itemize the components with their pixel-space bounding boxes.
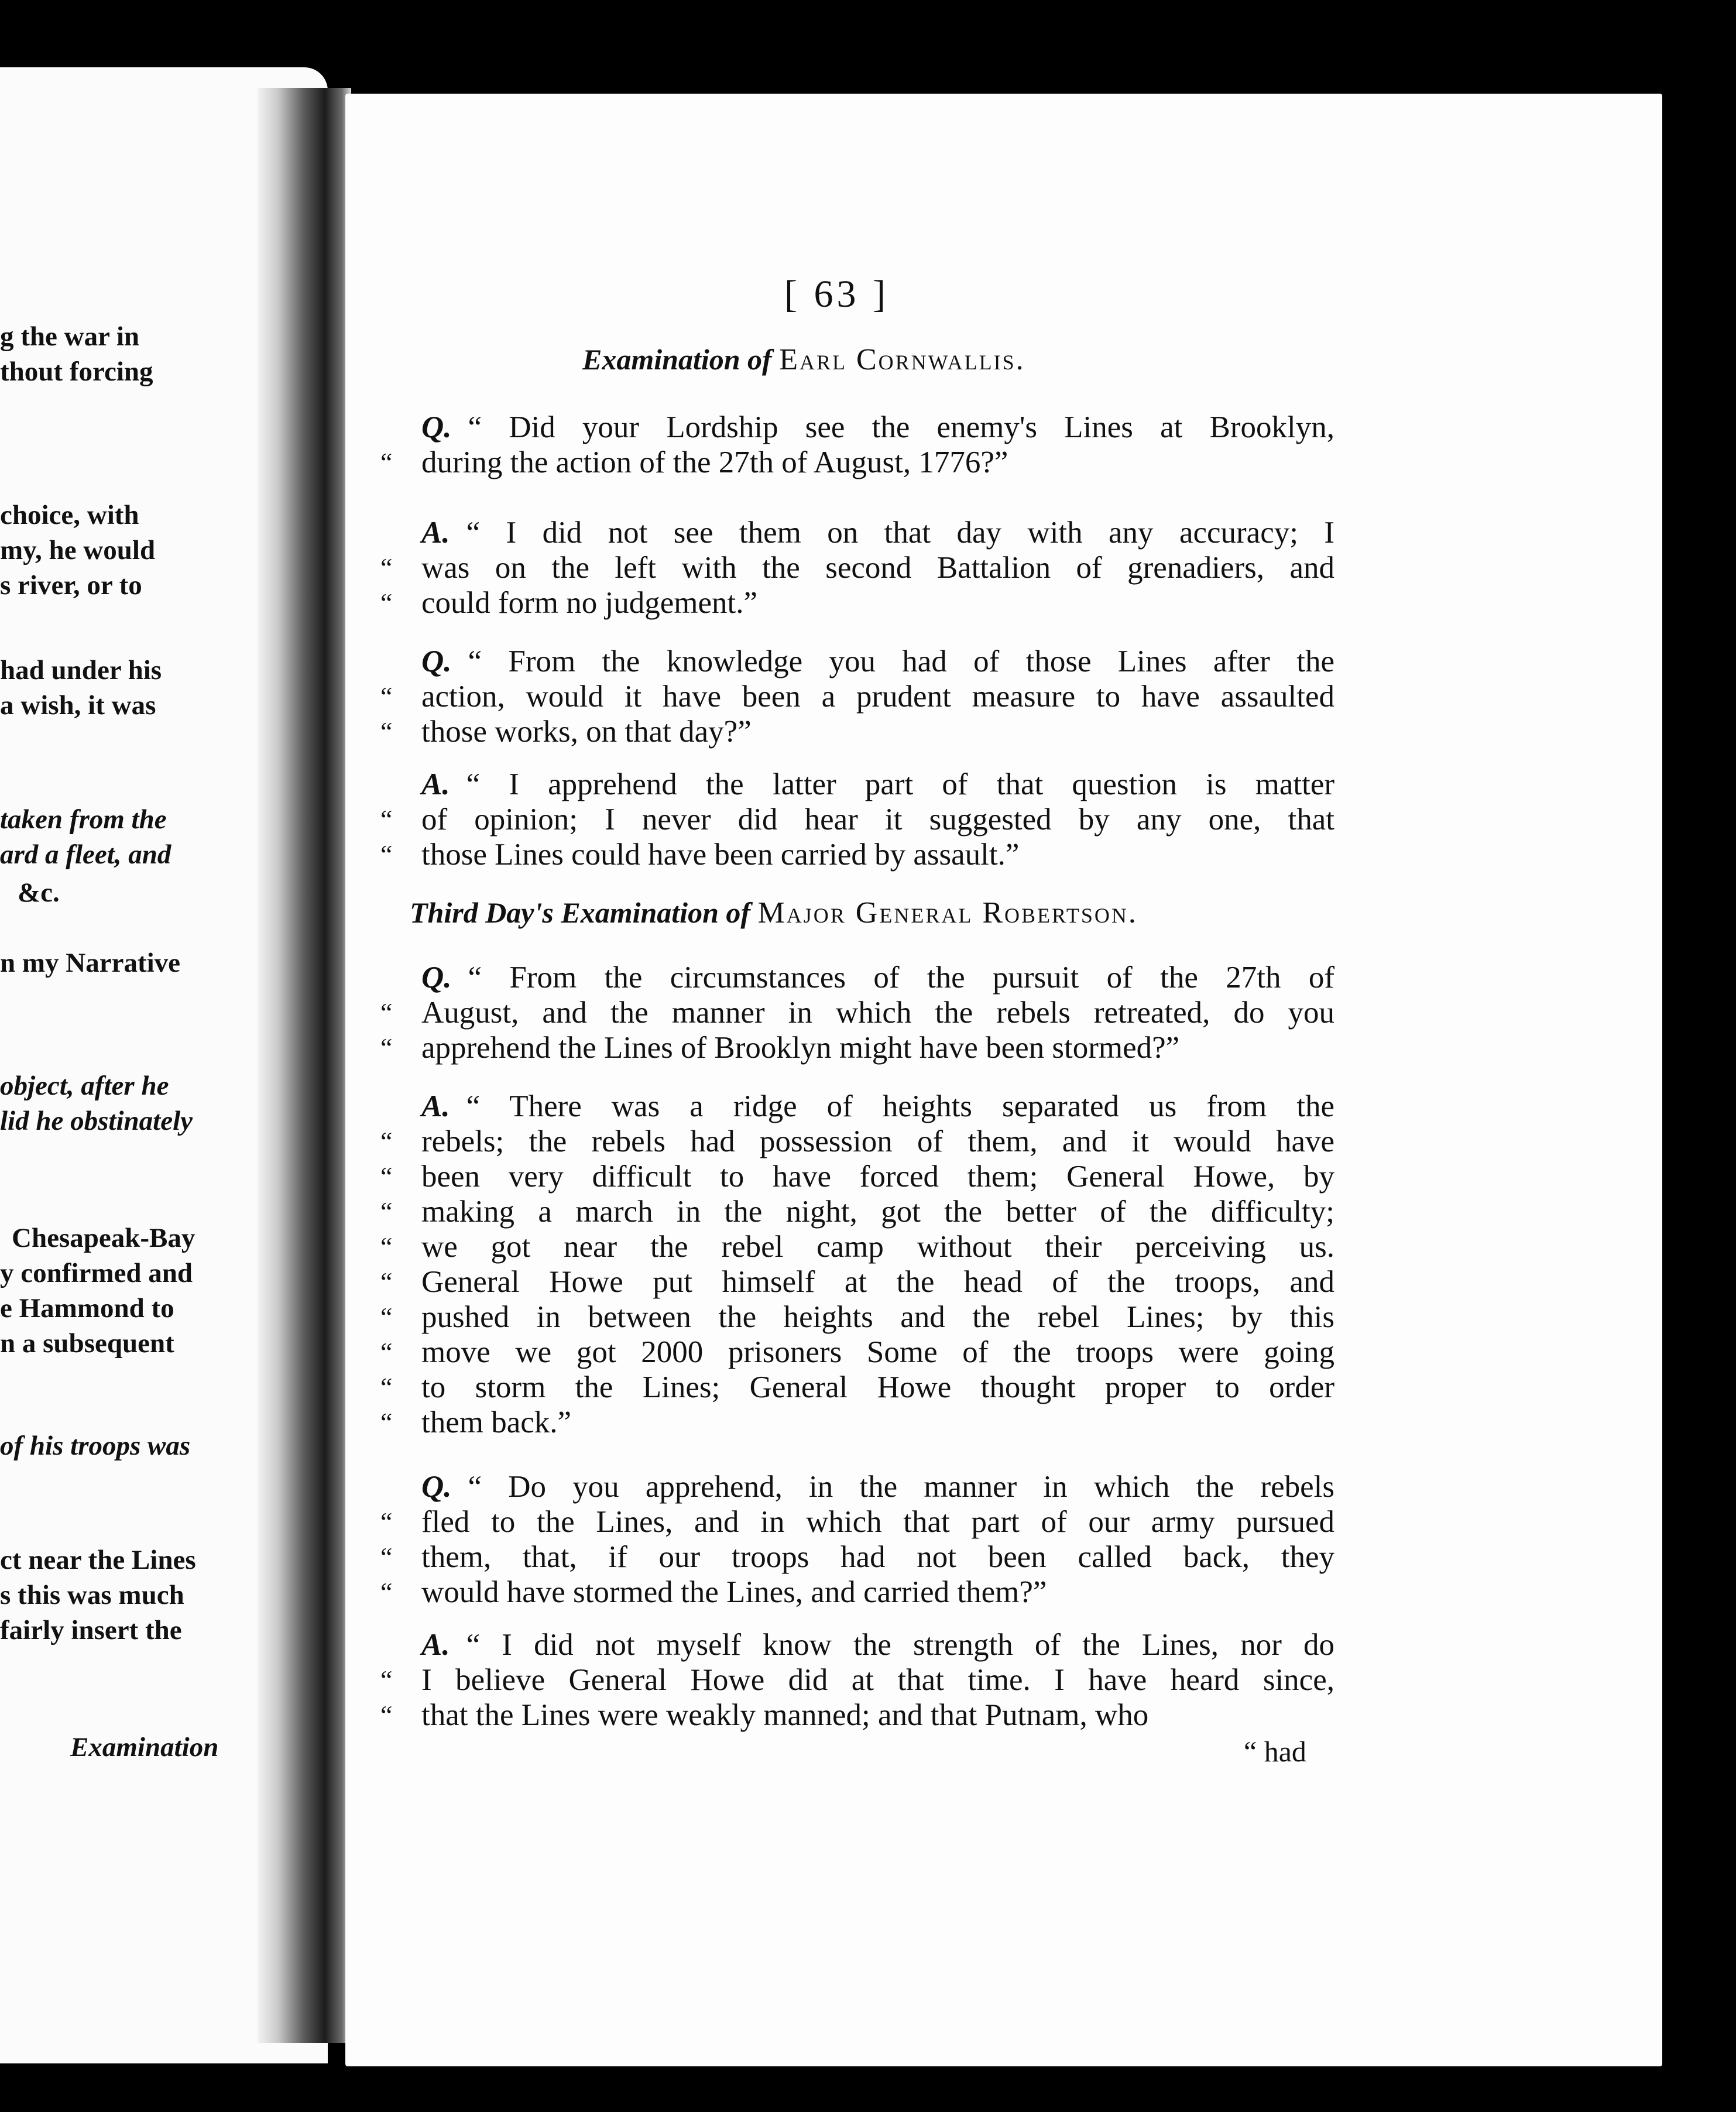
quote-mark: “ [380,1337,393,1367]
exchange-line-text [421,802,1334,837]
line-text: making a march in the night, got the better of the difficulty; [421,1195,1334,1229]
exchange-line-text [421,1030,1334,1065]
line-text: to storm the Lines; General Howe thought proper to order [421,1370,1334,1404]
left-page-line: s river, or to [0,570,142,601]
line-text: “ I did not myself know the strength of the Lines, nor do [466,1628,1334,1662]
line-text: “ Do you apprehend, in the manner in which the rebels [468,1470,1334,1504]
line-text: of opinion; I never did hear it suggested by any one, that [421,803,1334,836]
exchange-line-text [421,767,1334,802]
left-page-line: y confirmed and [0,1258,193,1288]
exchange-line-text [421,1194,1334,1229]
heading-robertson-italic: Third Day's Examination of [410,896,751,929]
left-page-line: g the war in [0,321,140,352]
exchange-line-text [421,550,1334,585]
line-text: August, and the manner in which the rebels retreated, do you [421,996,1334,1030]
quote-mark: “ [380,1542,393,1572]
speaker-label: Q. [421,410,452,444]
line-text: would have stormed the Lines, and carried them?” [421,1575,1047,1609]
quote-mark: “ [380,1577,393,1607]
left-page-line: Chesapeak-Bay [12,1223,195,1253]
left-page-line: ct near the Lines [0,1545,196,1575]
line-text: I believe General Howe did at that time. I have heard since, [421,1663,1334,1697]
exchange-line-text [421,515,1334,550]
speaker-label: Q. [421,644,452,678]
quote-mark: “ [380,1232,393,1261]
line-text: action, would it have been a prudent measure to have assaulted [421,680,1334,714]
quote-mark: “ [380,681,393,711]
exchange-line-text [421,1229,1334,1264]
exchange-line-text [421,644,1334,679]
speaker-label: Q. [421,1470,452,1504]
line-text: move we got 2000 prisoners Some of the troops were going [421,1335,1334,1369]
line-text: could form no judgement.” [421,586,758,620]
line-text: been very difficult to have forced them; General Howe, by [421,1160,1334,1194]
line-text: them back.” [421,1405,572,1439]
quote-mark: “ [380,447,393,477]
quote-mark: “ [380,1407,393,1437]
line-text: fled to the Lines, and in which that part of our army pursued [421,1505,1334,1539]
left-page-line: thout forcing [0,356,153,387]
book-gutter [258,88,351,2043]
heading-cornwallis-italic: Examination of [582,343,772,376]
exchange-line-text [421,1662,1334,1698]
line-text: those Lines could have been carried by assault.” [421,838,1020,872]
line-text: those works, on that day?” [421,715,752,749]
exchange-line-text [421,960,1334,995]
quote-mark: “ [380,997,393,1027]
quote-mark: “ [380,1267,393,1297]
quote-mark: “ [380,804,393,834]
left-page-line: object, after he [0,1071,169,1101]
heading-robertson-caps: Major General Robertson. [757,896,1138,930]
exchange-line-text [421,1300,1334,1335]
exchange-line-text [421,837,1334,872]
exchange-line-text [421,1335,1334,1370]
line-text: we got near the rebel camp without their perceiving us. [421,1230,1334,1264]
heading-cornwallis-caps: Earl Cornwallis. [779,343,1025,376]
exchange-line-text [421,1504,1334,1540]
left-page-line: n my Narrative [0,948,181,978]
left-page-line: lid he obstinately [0,1106,193,1136]
quote-mark: “ [380,1126,393,1156]
line-text: “ I did not see them on that day with any accuracy; I [466,516,1334,550]
left-page-line: &c. [18,877,60,908]
line-text: during the action of the 27th of August, 1776?” [421,445,1008,479]
quote-mark: “ [380,588,393,618]
quote-mark: “ [380,1507,393,1537]
line-text: “ From the circumstances of the pursuit of the 27th of [468,961,1334,995]
exchange-line-text [421,1627,1334,1662]
line-text: rebels; the rebels had possession of them, and it would have [421,1124,1334,1158]
quote-mark: “ [380,553,393,582]
left-page-line: my, he would [0,535,156,565]
quote-mark: “ [380,1372,393,1402]
left-page-line: e Hammond to [0,1293,174,1324]
quote-mark: “ [380,1700,393,1730]
quote-mark: “ [380,1665,393,1695]
line-text: pushed in between the heights and the rebel Lines; by this [421,1300,1334,1334]
right-page [345,94,1662,2066]
exchange-line-text [421,1264,1334,1300]
left-page-line: choice, with [0,500,139,530]
page-number: [ 63 ] [784,273,889,316]
quote-mark: “ [380,839,393,869]
exchange-line-text [421,1159,1334,1194]
quote-mark: “ [380,716,393,746]
left-page-line: ard a fleet, and [0,839,171,870]
speaker-label: A. [421,1628,450,1662]
speaker-label: A. [421,1089,450,1123]
exchange-line-text [421,1540,1334,1575]
left-page-line: of his troops was [0,1431,191,1461]
line-text: “ I apprehend the latter part of that question is matter [466,767,1334,801]
exchange-line-text [421,585,1334,620]
line-text: apprehend the Lines of Brooklyn might have been stormed?” [421,1031,1180,1065]
exchange-line-text [421,445,1334,480]
line-text: them, that, if our troops had not been called back, they [421,1540,1334,1574]
quote-mark: “ [380,1196,393,1226]
exchange-line-text [421,1089,1334,1124]
left-page-line: Examination [70,1732,219,1763]
left-page-line: n a subsequent [0,1328,174,1359]
exchange-line-text [421,995,1334,1030]
line-text: that the Lines were weakly manned; and that Putnam, who [421,1698,1149,1732]
exchange-line-text [421,1370,1334,1405]
line-text: “ Did your Lordship see the enemy's Lines at Brooklyn, [468,410,1334,444]
quote-mark: “ [380,1161,393,1191]
exchange-line-text [421,1575,1334,1610]
line-text: was on the left with the second Battalion of grenadiers, and [421,551,1334,585]
exchange-line-text [421,1405,1334,1440]
left-page-line: a wish, it was [0,690,156,721]
line-text: “ From the knowledge you had of those Lines after the [468,644,1334,678]
left-page-line: fairly insert the [0,1615,182,1645]
speaker-label: A. [421,516,450,550]
exchange-line-text [421,714,1334,749]
exchange-line-text [421,1698,1334,1733]
exchange-line-text [421,1124,1334,1159]
catchword: “ had [1244,1735,1306,1768]
left-page-line: s this was much [0,1580,184,1610]
left-page-line: taken from the [0,804,167,835]
exchange-line-text [421,679,1334,714]
speaker-label: A. [421,767,450,801]
exchange-line-text [421,410,1334,445]
quote-mark: “ [380,1302,393,1332]
line-text: “ There was a ridge of heights separated us from the [466,1089,1334,1123]
heading-cornwallis [582,342,1025,377]
exchange-line-text [421,1469,1334,1504]
quote-mark: “ [380,1033,393,1062]
heading-robertson [410,896,1138,930]
left-page-line: had under his [0,655,162,685]
speaker-label: Q. [421,961,452,995]
line-text: General Howe put himself at the head of the troops, and [421,1265,1334,1299]
